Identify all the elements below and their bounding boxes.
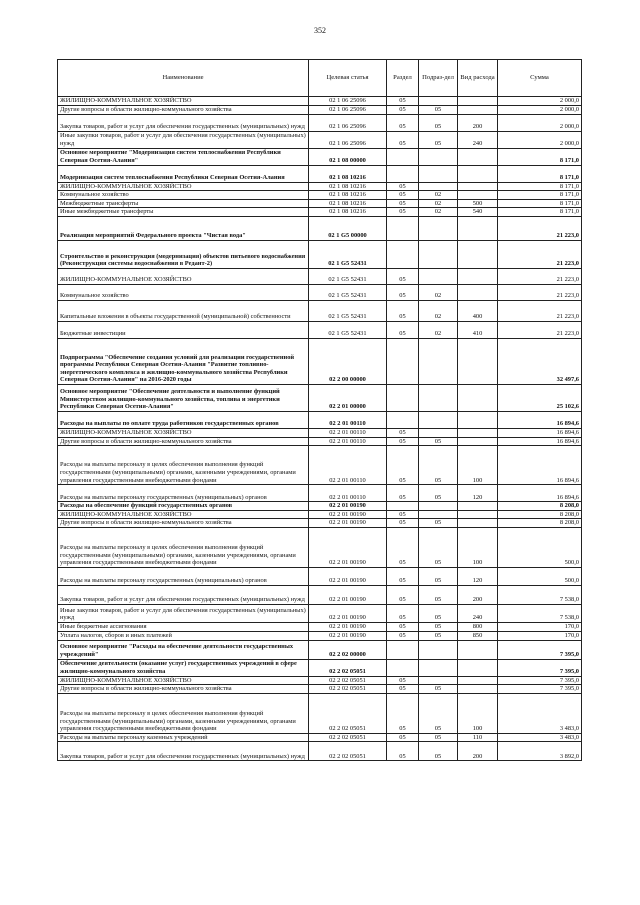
cell-section: 05 — [387, 733, 419, 742]
cell-subsection: 02 — [419, 208, 458, 217]
cell-subsection — [419, 640, 458, 659]
cell-sum: 21 223,0 — [498, 240, 582, 268]
cell-subsection — [419, 240, 458, 268]
cell-sum: 500,0 — [498, 567, 582, 585]
table-row — [58, 384, 582, 411]
cell-kind — [458, 659, 498, 676]
cell-target: 02 1 08 10216 — [309, 182, 387, 191]
cell-name: ЖИЛИЩНО-КОММУНАЛЬНОЕ ХОЗЯЙСТВО — [58, 182, 309, 191]
cell-subsection: 05 — [419, 604, 458, 622]
cell-sum: 25 102,6 — [498, 384, 582, 411]
cell-subsection — [419, 338, 458, 384]
cell-kind: 100 — [458, 446, 498, 485]
cell-kind — [458, 97, 498, 106]
cell-subsection: 05 — [419, 114, 458, 131]
cell-sum: 8 208,0 — [498, 519, 582, 528]
cell-name: Закупка товаров, работ и услуг для обеспечения государственных (муниципальных) нужд — [58, 585, 309, 604]
cell-section: 05 — [387, 631, 419, 640]
cell-sum: 21 223,0 — [498, 284, 582, 300]
cell-sum: 3 892,0 — [498, 742, 582, 761]
cell-subsection: 05 — [419, 437, 458, 446]
cell-target: 02 2 01 00190 — [309, 622, 387, 631]
cell-target: 02 2 00 00000 — [309, 338, 387, 384]
cell-target: 02 2 01 00190 — [309, 631, 387, 640]
table-row — [58, 519, 582, 528]
cell-sum: 8 171,0 — [498, 199, 582, 208]
cell-kind: 200 — [458, 742, 498, 761]
cell-subsection: 05 — [419, 622, 458, 631]
cell-name: Расходы на выплаты персоналу казенных учреждений — [58, 733, 309, 742]
table-row — [58, 742, 582, 761]
cell-sum: 8 171,0 — [498, 208, 582, 217]
cell-subsection: 05 — [419, 131, 458, 148]
cell-name: Расходы на выплаты персоналу в целях обеспечения выполнения функций государственными (муниципальными) органами, казенными учреждениями, органами управления государственными внебюджетными фондами — [58, 527, 309, 567]
cell-kind — [458, 268, 498, 284]
cell-target: 02 2 02 05051 — [309, 742, 387, 761]
table-row — [58, 502, 582, 511]
cell-sum: 7 395,0 — [498, 659, 582, 676]
cell-subsection: 05 — [419, 742, 458, 761]
cell-section: 05 — [387, 685, 419, 694]
cell-section: 05 — [387, 114, 419, 131]
cell-section: 05 — [387, 97, 419, 106]
cell-sum: 16 894,6 — [498, 485, 582, 502]
cell-sum: 16 894,6 — [498, 428, 582, 437]
table-row — [58, 338, 582, 384]
cell-kind: 100 — [458, 527, 498, 567]
cell-name: Иные бюджетные ассигнования — [58, 622, 309, 631]
budget-table — [57, 59, 582, 761]
cell-subsection: 05 — [419, 446, 458, 485]
cell-sum: 3 483,0 — [498, 693, 582, 733]
header-section: Раздел — [387, 60, 419, 97]
cell-target: 02 2 01 00110 — [309, 411, 387, 428]
table-row — [58, 733, 582, 742]
cell-subsection — [419, 510, 458, 519]
cell-name: Модернизация систем теплоснабжения Республики Северная Осетия-Алания — [58, 165, 309, 182]
cell-section: 05 — [387, 742, 419, 761]
cell-kind — [458, 519, 498, 528]
cell-name: ЖИЛИЩНО-КОММУНАЛЬНОЕ ХОЗЯЙСТВО — [58, 268, 309, 284]
table-row — [58, 527, 582, 567]
cell-kind — [458, 502, 498, 511]
cell-section: 05 — [387, 676, 419, 685]
cell-name: ЖИЛИЩНО-КОММУНАЛЬНОЕ ХОЗЯЙСТВО — [58, 676, 309, 685]
table-row — [58, 105, 582, 114]
cell-name: Строительство и реконструкция (модернизация) объектов питьевого водоснабжения (Реконструкция системы водоснабжения в Редант-2) — [58, 240, 309, 268]
cell-target: 02 2 01 00190 — [309, 510, 387, 519]
cell-sum: 2 000,0 — [498, 97, 582, 106]
cell-subsection — [419, 97, 458, 106]
cell-kind — [458, 676, 498, 685]
cell-name: Коммунальное хозяйство — [58, 284, 309, 300]
cell-target: 02 2 01 00190 — [309, 567, 387, 585]
cell-kind — [458, 105, 498, 114]
cell-subsection: 05 — [419, 685, 458, 694]
cell-name: Иные закупки товаров, работ и услуг для обеспечения государственных (муниципальных) нужд — [58, 604, 309, 622]
cell-kind: 540 — [458, 208, 498, 217]
cell-sum: 2 000,0 — [498, 131, 582, 148]
cell-section: 05 — [387, 105, 419, 114]
cell-section: 05 — [387, 510, 419, 519]
cell-kind: 500 — [458, 199, 498, 208]
cell-section: 05 — [387, 527, 419, 567]
cell-kind — [458, 685, 498, 694]
header-subsection: Подраз-дел — [419, 60, 458, 97]
cell-subsection: 05 — [419, 567, 458, 585]
table-row — [58, 631, 582, 640]
cell-kind — [458, 411, 498, 428]
cell-name: ЖИЛИЩНО-КОММУНАЛЬНОЕ ХОЗЯЙСТВО — [58, 428, 309, 437]
page-number: 352 — [314, 26, 326, 35]
cell-subsection: 05 — [419, 519, 458, 528]
cell-name: Расходы на выплаты персоналу в целях обеспечения выполнения функций государственными (муниципальными) органами, казенными учреждениями, органами управления государственными внебюджетными фондами — [58, 446, 309, 485]
cell-section: 05 — [387, 485, 419, 502]
table-row — [58, 240, 582, 268]
cell-kind: 200 — [458, 585, 498, 604]
cell-target: 02 1 08 10216 — [309, 191, 387, 200]
header-target: Целевая статья — [309, 60, 387, 97]
cell-target: 02 2 01 00190 — [309, 585, 387, 604]
cell-target: 02 1 06 25096 — [309, 105, 387, 114]
cell-sum: 21 223,0 — [498, 268, 582, 284]
cell-name: Расходы на выплаты по оплате труда работников государственных органов — [58, 411, 309, 428]
cell-sum: 16 894,6 — [498, 411, 582, 428]
cell-name: Другие вопросы в области жилищно-коммунального хозяйства — [58, 105, 309, 114]
cell-subsection — [419, 182, 458, 191]
cell-name: Расходы на обеспечение функций государственных органов — [58, 502, 309, 511]
cell-section — [387, 338, 419, 384]
table-row — [58, 97, 582, 106]
cell-sum: 7 395,0 — [498, 676, 582, 685]
cell-sum: 8 171,0 — [498, 182, 582, 191]
cell-kind — [458, 338, 498, 384]
cell-name: Иные межбюджетные трансферты — [58, 208, 309, 217]
cell-section: 05 — [387, 519, 419, 528]
cell-section: 05 — [387, 428, 419, 437]
cell-target: 02 1 06 25096 — [309, 97, 387, 106]
cell-section: 05 — [387, 300, 419, 321]
cell-sum: 7 395,0 — [498, 640, 582, 659]
cell-subsection: 02 — [419, 321, 458, 338]
table-row — [58, 208, 582, 217]
cell-subsection — [419, 428, 458, 437]
table-row — [58, 659, 582, 676]
cell-sum: 3 483,0 — [498, 733, 582, 742]
cell-target: 02 1 G5 52431 — [309, 284, 387, 300]
cell-kind — [458, 428, 498, 437]
cell-target: 02 2 01 00190 — [309, 519, 387, 528]
cell-subsection: 02 — [419, 300, 458, 321]
cell-sum: 21 223,0 — [498, 321, 582, 338]
cell-section — [387, 640, 419, 659]
table-row — [58, 510, 582, 519]
cell-sum: 8 171,0 — [498, 165, 582, 182]
cell-section: 05 — [387, 604, 419, 622]
cell-kind: 120 — [458, 485, 498, 502]
cell-name: Уплата налогов, сборов и иных платежей — [58, 631, 309, 640]
table-row — [58, 693, 582, 733]
cell-name: Основное мероприятие "Обеспечение деятельности и выполнение функций Министерством жилищно-коммунального хозяйства, топлива и энергетики Республики Северная Осетия-Алания" — [58, 384, 309, 411]
cell-target: 02 1 06 25096 — [309, 131, 387, 148]
table-row — [58, 131, 582, 148]
cell-kind — [458, 640, 498, 659]
cell-subsection: 05 — [419, 585, 458, 604]
cell-section: 05 — [387, 693, 419, 733]
cell-subsection — [419, 384, 458, 411]
cell-sum: 8 208,0 — [498, 502, 582, 511]
cell-target: 02 2 02 05051 — [309, 685, 387, 694]
cell-section — [387, 216, 419, 240]
table-row — [58, 199, 582, 208]
cell-kind — [458, 240, 498, 268]
cell-section — [387, 411, 419, 428]
cell-target: 02 2 01 00190 — [309, 527, 387, 567]
cell-target: 02 1 G5 52431 — [309, 268, 387, 284]
table-row — [58, 685, 582, 694]
cell-name: Бюджетные инвестиции — [58, 321, 309, 338]
cell-name: ЖИЛИЩНО-КОММУНАЛЬНОЕ ХОЗЯЙСТВО — [58, 510, 309, 519]
cell-section — [387, 659, 419, 676]
cell-kind — [458, 284, 498, 300]
cell-sum: 7 395,0 — [498, 685, 582, 694]
cell-subsection: 02 — [419, 284, 458, 300]
cell-name: Расходы на выплаты персоналу государственных (муниципальных) органов — [58, 567, 309, 585]
cell-section — [387, 240, 419, 268]
table-row — [58, 428, 582, 437]
header-sum: Сумма — [498, 60, 582, 97]
cell-section: 05 — [387, 199, 419, 208]
cell-target: 02 2 01 00110 — [309, 485, 387, 502]
cell-name: Основное мероприятие "Модернизация систем теплоснабжения Республики Северная Осетия-Алания" — [58, 148, 309, 165]
cell-target: 02 2 01 00000 — [309, 384, 387, 411]
cell-section: 05 — [387, 585, 419, 604]
cell-subsection: 05 — [419, 485, 458, 502]
cell-kind — [458, 191, 498, 200]
cell-target: 02 1 G5 52431 — [309, 240, 387, 268]
cell-sum: 170,0 — [498, 622, 582, 631]
cell-sum: 16 894,6 — [498, 437, 582, 446]
cell-name: Другие вопросы в области жилищно-коммунального хозяйства — [58, 519, 309, 528]
cell-subsection: 05 — [419, 105, 458, 114]
table-row — [58, 585, 582, 604]
cell-kind — [458, 148, 498, 165]
cell-subsection: 05 — [419, 693, 458, 733]
cell-subsection — [419, 411, 458, 428]
cell-sum: 170,0 — [498, 631, 582, 640]
cell-kind — [458, 182, 498, 191]
cell-kind: 240 — [458, 131, 498, 148]
table-row — [58, 148, 582, 165]
cell-name: Реализация мероприятий Федерального проекта "Чистая вода" — [58, 216, 309, 240]
cell-target: 02 1 06 25096 — [309, 114, 387, 131]
cell-kind: 110 — [458, 733, 498, 742]
header-row — [58, 60, 582, 97]
table-row — [58, 268, 582, 284]
cell-name: Обеспечение деятельности (оказание услуг) государственных учреждений в сфере жилищно-коммунального хозяйства — [58, 659, 309, 676]
cell-sum: 500,0 — [498, 527, 582, 567]
cell-target: 02 1 08 10216 — [309, 208, 387, 217]
cell-sum: 7 538,0 — [498, 585, 582, 604]
cell-section: 05 — [387, 622, 419, 631]
cell-subsection: 05 — [419, 527, 458, 567]
cell-name: Расходы на выплаты персоналу государственных (муниципальных) органов — [58, 485, 309, 502]
cell-kind: 850 — [458, 631, 498, 640]
table-row — [58, 300, 582, 321]
table-row — [58, 446, 582, 485]
cell-target: 02 2 01 00110 — [309, 428, 387, 437]
cell-sum: 32 497,6 — [498, 338, 582, 384]
cell-name: Другие вопросы в области жилищно-коммунального хозяйства — [58, 685, 309, 694]
cell-name: Межбюджетные трансферты — [58, 199, 309, 208]
cell-target: 02 2 02 05051 — [309, 693, 387, 733]
cell-name: Подпрограмма "Обеспечение создания условий для реализации государственной программы Республики Северная Осетия-Алания "Развитие топливно-энергетического комплекса и жилищно-коммунального хозяйства Республики Северная Осетия-Алания" на 2016-2020 годы — [58, 338, 309, 384]
cell-section: 05 — [387, 284, 419, 300]
cell-kind — [458, 216, 498, 240]
cell-kind: 400 — [458, 300, 498, 321]
cell-target: 02 2 02 05051 — [309, 659, 387, 676]
cell-kind: 410 — [458, 321, 498, 338]
cell-sum: 7 538,0 — [498, 604, 582, 622]
cell-subsection — [419, 165, 458, 182]
table-row — [58, 622, 582, 631]
cell-sum: 2 000,0 — [498, 105, 582, 114]
cell-sum: 21 223,0 — [498, 216, 582, 240]
header-kind: Вид расхода — [458, 60, 498, 97]
cell-section: 05 — [387, 321, 419, 338]
cell-name: Закупка товаров, работ и услуг для обеспечения государственных (муниципальных) нужд — [58, 114, 309, 131]
cell-subsection — [419, 659, 458, 676]
cell-section — [387, 502, 419, 511]
cell-section — [387, 148, 419, 165]
cell-sum: 8 208,0 — [498, 510, 582, 519]
cell-subsection: 02 — [419, 199, 458, 208]
cell-target: 02 1 08 00000 — [309, 148, 387, 165]
cell-target: 02 1 G5 52431 — [309, 321, 387, 338]
cell-target: 02 1 G5 52431 — [309, 300, 387, 321]
table-row — [58, 165, 582, 182]
cell-subsection — [419, 502, 458, 511]
cell-section: 05 — [387, 191, 419, 200]
table-row — [58, 676, 582, 685]
cell-subsection: 05 — [419, 733, 458, 742]
cell-section: 05 — [387, 437, 419, 446]
cell-kind: 240 — [458, 604, 498, 622]
table-row — [58, 604, 582, 622]
cell-sum: 8 171,0 — [498, 191, 582, 200]
table-row — [58, 182, 582, 191]
cell-name: Расходы на выплаты персоналу в целях обеспечения выполнения функций государственными (муниципальными) органами, казенными учреждениями, органами управления государственными внебюджетными фондами — [58, 693, 309, 733]
cell-target: 02 2 01 00190 — [309, 502, 387, 511]
cell-kind: 800 — [458, 622, 498, 631]
cell-target: 02 1 08 10216 — [309, 165, 387, 182]
cell-kind: 120 — [458, 567, 498, 585]
cell-kind — [458, 165, 498, 182]
cell-kind: 100 — [458, 693, 498, 733]
cell-kind: 200 — [458, 114, 498, 131]
cell-sum: 8 171,0 — [498, 148, 582, 165]
table-row — [58, 284, 582, 300]
table-row — [58, 216, 582, 240]
table-row — [58, 321, 582, 338]
cell-target: 02 2 02 05051 — [309, 676, 387, 685]
cell-target: 02 2 01 00110 — [309, 446, 387, 485]
cell-section: 05 — [387, 446, 419, 485]
cell-target: 02 1 G5 00000 — [309, 216, 387, 240]
cell-section — [387, 384, 419, 411]
cell-subsection: 02 — [419, 191, 458, 200]
cell-target: 02 1 08 10216 — [309, 199, 387, 208]
cell-section: 05 — [387, 182, 419, 191]
cell-target: 02 2 02 05051 — [309, 733, 387, 742]
cell-section: 05 — [387, 567, 419, 585]
cell-subsection — [419, 148, 458, 165]
cell-target: 02 2 01 00110 — [309, 437, 387, 446]
table-row — [58, 567, 582, 585]
cell-name: Иные закупки товаров, работ и услуг для обеспечения государственных (муниципальных) нужд — [58, 131, 309, 148]
cell-target: 02 2 01 00190 — [309, 604, 387, 622]
cell-section: 05 — [387, 208, 419, 217]
cell-sum: 16 894,6 — [498, 446, 582, 485]
table-row — [58, 114, 582, 131]
cell-subsection: 05 — [419, 631, 458, 640]
table-row — [58, 191, 582, 200]
cell-kind — [458, 437, 498, 446]
cell-name: Закупка товаров, работ и услуг для обеспечения государственных (муниципальных) нужд — [58, 742, 309, 761]
cell-kind — [458, 510, 498, 519]
cell-name: ЖИЛИЩНО-КОММУНАЛЬНОЕ ХОЗЯЙСТВО — [58, 97, 309, 106]
cell-section — [387, 165, 419, 182]
cell-sum: 21 223,0 — [498, 300, 582, 321]
cell-sum: 2 000,0 — [498, 114, 582, 131]
cell-subsection — [419, 268, 458, 284]
cell-name: Коммунальное хозяйство — [58, 191, 309, 200]
table-row — [58, 485, 582, 502]
cell-name: Основное мероприятие "Расходы на обеспечение деятельности государственных учреждений" — [58, 640, 309, 659]
cell-subsection — [419, 216, 458, 240]
cell-section: 05 — [387, 268, 419, 284]
header-name: Наименование — [58, 60, 309, 97]
table-row — [58, 640, 582, 659]
cell-kind — [458, 384, 498, 411]
table-row — [58, 437, 582, 446]
cell-subsection — [419, 676, 458, 685]
cell-name: Другие вопросы в области жилищно-коммунального хозяйства — [58, 437, 309, 446]
table-row — [58, 411, 582, 428]
cell-section: 05 — [387, 131, 419, 148]
cell-target: 02 2 02 00000 — [309, 640, 387, 659]
cell-name: Капитальные вложения в объекты государственной (муниципальной) собственности — [58, 300, 309, 321]
